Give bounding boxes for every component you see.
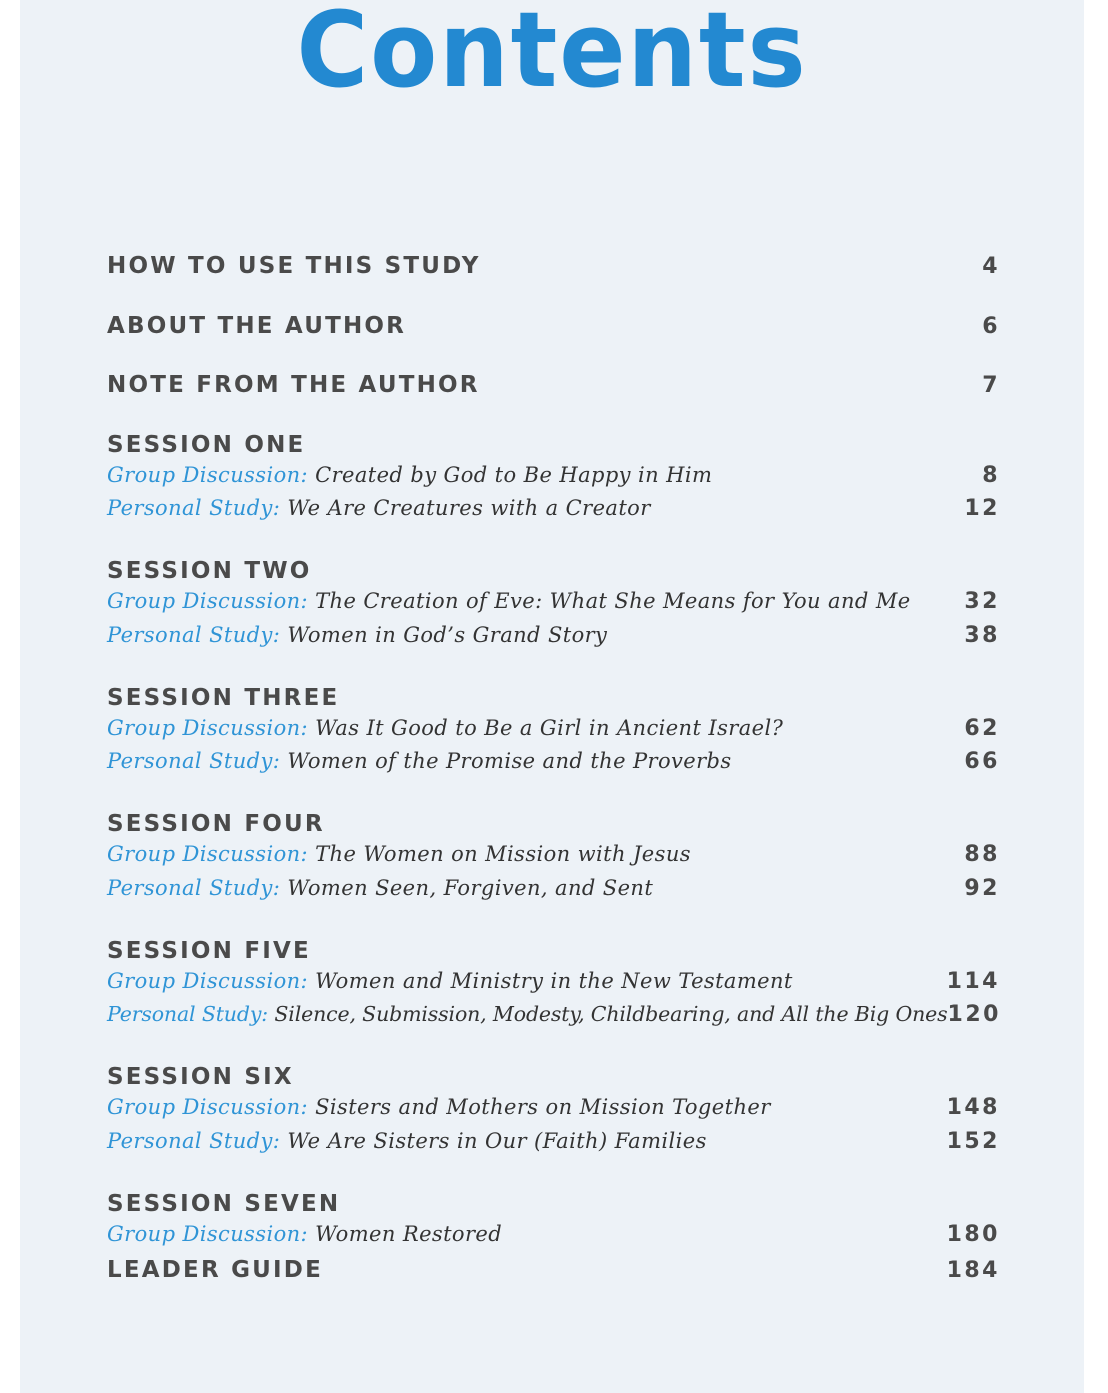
toc-page-number: 180	[946, 1221, 1000, 1247]
session-heading: SESSION ONE	[107, 431, 306, 458]
session-heading: SESSION SEVEN	[107, 1190, 341, 1217]
toc-entry-group-discussion[interactable]	[107, 1087, 1000, 1121]
toc-page-number: 148	[946, 1095, 1000, 1120]
entry-kind: Group Discussion:	[107, 589, 309, 613]
toc-item-label: NOTE FROM THE AUTHOR	[107, 372, 480, 398]
entry-title: Women of the Promise and the Proverbs	[287, 749, 732, 773]
session-heading: SESSION THREE	[107, 684, 340, 711]
toc-entry-personal-study[interactable]	[107, 868, 1000, 902]
toc-item-label: HOW TO USE THIS STUDY	[107, 253, 481, 279]
session-one	[107, 419, 1000, 546]
toc-item-about-author[interactable]	[107, 300, 1000, 360]
session-heading: SESSION SIX	[107, 1064, 294, 1090]
toc-page-number: 6	[982, 313, 1000, 339]
session-three	[107, 672, 1000, 799]
entry-title: Women in God’s Grand Story	[287, 622, 608, 647]
entry-title: We Are Creatures with a Creator	[287, 496, 651, 520]
entry-kind: Personal Study:	[107, 1002, 269, 1026]
toc-entry-personal-study[interactable]	[107, 994, 1000, 1028]
session-heading: SESSION FIVE	[107, 937, 311, 964]
toc-page-number: 152	[946, 1128, 1000, 1154]
entry-kind: Personal Study:	[107, 496, 281, 520]
entry-kind: Personal Study:	[107, 749, 281, 773]
toc-page-number: 88	[964, 842, 1000, 867]
toc-item-leader-guide[interactable]	[107, 1244, 1000, 1304]
toc-entry-personal-study[interactable]	[107, 741, 1000, 775]
session-six	[107, 1051, 1000, 1178]
toc-page-number: 38	[964, 622, 1000, 648]
entry-title: The Women on Mission with Jesus	[315, 842, 691, 866]
session-four	[107, 798, 1000, 925]
toc-page-number: 92	[964, 875, 1000, 901]
toc-page-number: 66	[964, 749, 1000, 774]
entry-kind: Personal Study:	[107, 875, 281, 900]
entry-title: Created by God to Be Happy in Him	[315, 462, 713, 487]
toc-entry-group-discussion[interactable]	[107, 961, 1000, 995]
toc-entry-group-discussion[interactable]	[107, 581, 1000, 615]
entry-title: Sisters and Mothers on Mission Together	[315, 1095, 771, 1119]
toc-entry-group-discussion[interactable]	[107, 708, 1000, 742]
entry-title: Silence, Submission, Modesty, Childbearing, and All the Big Ones	[274, 1002, 948, 1026]
entry-kind: Group Discussion:	[107, 968, 309, 993]
toc-item-label: ABOUT THE AUTHOR	[107, 312, 407, 339]
entry-title: Women Seen, Forgiven, and Sent	[287, 875, 654, 900]
contents-page	[20, 0, 1084, 1393]
page-title: Contents	[296, 0, 808, 111]
session-heading: SESSION FOUR	[107, 811, 325, 837]
entry-title: Women and Ministry in the New Testament	[315, 968, 793, 993]
entry-kind: Group Discussion:	[107, 462, 309, 487]
session-heading: SESSION TWO	[107, 558, 312, 584]
toc-entry-personal-study[interactable]	[107, 488, 1000, 522]
toc-page-number: 7	[982, 373, 1000, 398]
toc-page-number: 62	[964, 715, 1000, 741]
toc-page-number: 4	[982, 254, 1000, 279]
toc-item-label: LEADER GUIDE	[107, 1256, 324, 1283]
table-of-contents	[107, 240, 1000, 1303]
toc-page-number: 12	[964, 496, 1000, 521]
entry-title: Women Restored	[315, 1221, 503, 1246]
toc-item-note-from-author[interactable]	[107, 359, 1000, 419]
entry-kind: Group Discussion:	[107, 715, 309, 740]
toc-entry-group-discussion[interactable]	[107, 834, 1000, 868]
entry-kind: Group Discussion:	[107, 842, 309, 866]
entry-title: Was It Good to Be a Girl in Ancient Israel?	[315, 715, 784, 740]
toc-entry-group-discussion[interactable]	[107, 455, 1000, 489]
toc-page-number: 32	[964, 589, 1000, 614]
toc-entry-personal-study[interactable]	[107, 1121, 1000, 1155]
entry-title: We Are Sisters in Our (Faith) Families	[287, 1128, 707, 1153]
session-five	[107, 925, 1000, 1052]
toc-entry-group-discussion[interactable]	[107, 1214, 1000, 1248]
toc-page-number: 8	[982, 462, 1000, 488]
entry-kind: Group Discussion:	[107, 1095, 309, 1119]
entry-title: The Creation of Eve: What She Means for You and Me	[315, 589, 911, 613]
entry-kind: Personal Study:	[107, 1128, 281, 1153]
toc-page-number: 120	[947, 1002, 1001, 1027]
toc-page-number: 114	[946, 968, 1000, 994]
toc-page-number: 184	[946, 1257, 1000, 1283]
toc-item-how-to-use[interactable]	[107, 240, 1000, 300]
entry-kind: Personal Study:	[107, 622, 281, 647]
entry-kind: Group Discussion:	[107, 1221, 309, 1246]
session-seven	[107, 1178, 1000, 1247]
session-two	[107, 545, 1000, 672]
